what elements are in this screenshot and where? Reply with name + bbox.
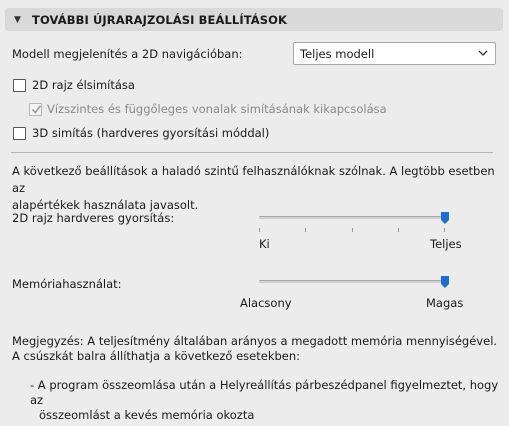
slider-tick — [259, 228, 260, 232]
footer-line1: Megjegyzés: A teljesítmény általában arányos a megadott memória mennyiségével. — [12, 334, 498, 348]
section-header[interactable] — [5, 8, 503, 31]
model-display-value: Teljes modell — [300, 46, 375, 61]
disable-hv-smoothing-checkbox[interactable] — [29, 103, 42, 116]
footer-bullet — [30, 378, 509, 423]
divider — [11, 152, 493, 153]
triangle-down-icon[interactable]: ▼ — [14, 14, 21, 25]
hw-accel-thumb[interactable] — [441, 212, 449, 224]
smoothing-3d-label: 3D simítás (hardveres gyorsítási móddal) — [32, 126, 270, 140]
antialias-2d-label: 2D rajz élsimítása — [32, 78, 135, 92]
slider-tick — [444, 228, 445, 232]
checkmark-icon — [31, 104, 42, 115]
model-display-label: Modell megjelenítés a 2D navigációban: — [12, 47, 243, 61]
footer-line2: A csúszkát balra állíthatja a következő esetekben: — [12, 349, 301, 363]
advanced-note-line2: alapértékek használata javasolt. — [12, 198, 199, 212]
memory-label: Memóriahasználat: — [12, 277, 122, 291]
hw-accel-label: 2D rajz hardveres gyorsítás: — [12, 211, 175, 225]
section-title: TOVÁBBI ÚJRARAJZOLÁSI BEÁLLÍTÁSOK — [32, 12, 288, 27]
memory-min-label: Alacsony — [240, 296, 292, 310]
slider-tick — [305, 228, 306, 232]
hw-accel-slider[interactable] — [259, 210, 447, 232]
advanced-note — [12, 163, 509, 214]
slider-tick — [352, 228, 353, 232]
disable-hv-smoothing-label: Vízszintes és függőleges vonalak simításának kikapcsolása — [47, 102, 387, 116]
footer-bullet-line2: összeomlást a kevés memória okozta — [39, 408, 255, 422]
hw-accel-track — [259, 216, 445, 219]
smoothing-3d-checkbox[interactable] — [13, 127, 26, 140]
memory-thumb[interactable] — [441, 276, 449, 288]
advanced-note-line1: A következő beállítások a haladó szintű felhasználóknak szólnak. A legtöbb esetben az — [12, 164, 495, 195]
memory-track — [259, 280, 445, 283]
chevron-down-icon — [476, 46, 490, 60]
model-display-dropdown[interactable] — [293, 42, 496, 65]
memory-max-label: Magas — [426, 296, 464, 310]
hw-accel-min-label: Ki — [259, 237, 270, 251]
footer-note — [12, 334, 497, 364]
antialias-2d-checkbox[interactable] — [13, 79, 26, 92]
slider-tick — [398, 228, 399, 232]
memory-slider[interactable] — [259, 274, 447, 294]
footer-bullet-line1: - A program összeomlása után a Helyreállítás párbeszédpanel figyelmeztet, hogy az — [30, 378, 499, 407]
hw-accel-max-label: Teljes — [430, 237, 462, 251]
